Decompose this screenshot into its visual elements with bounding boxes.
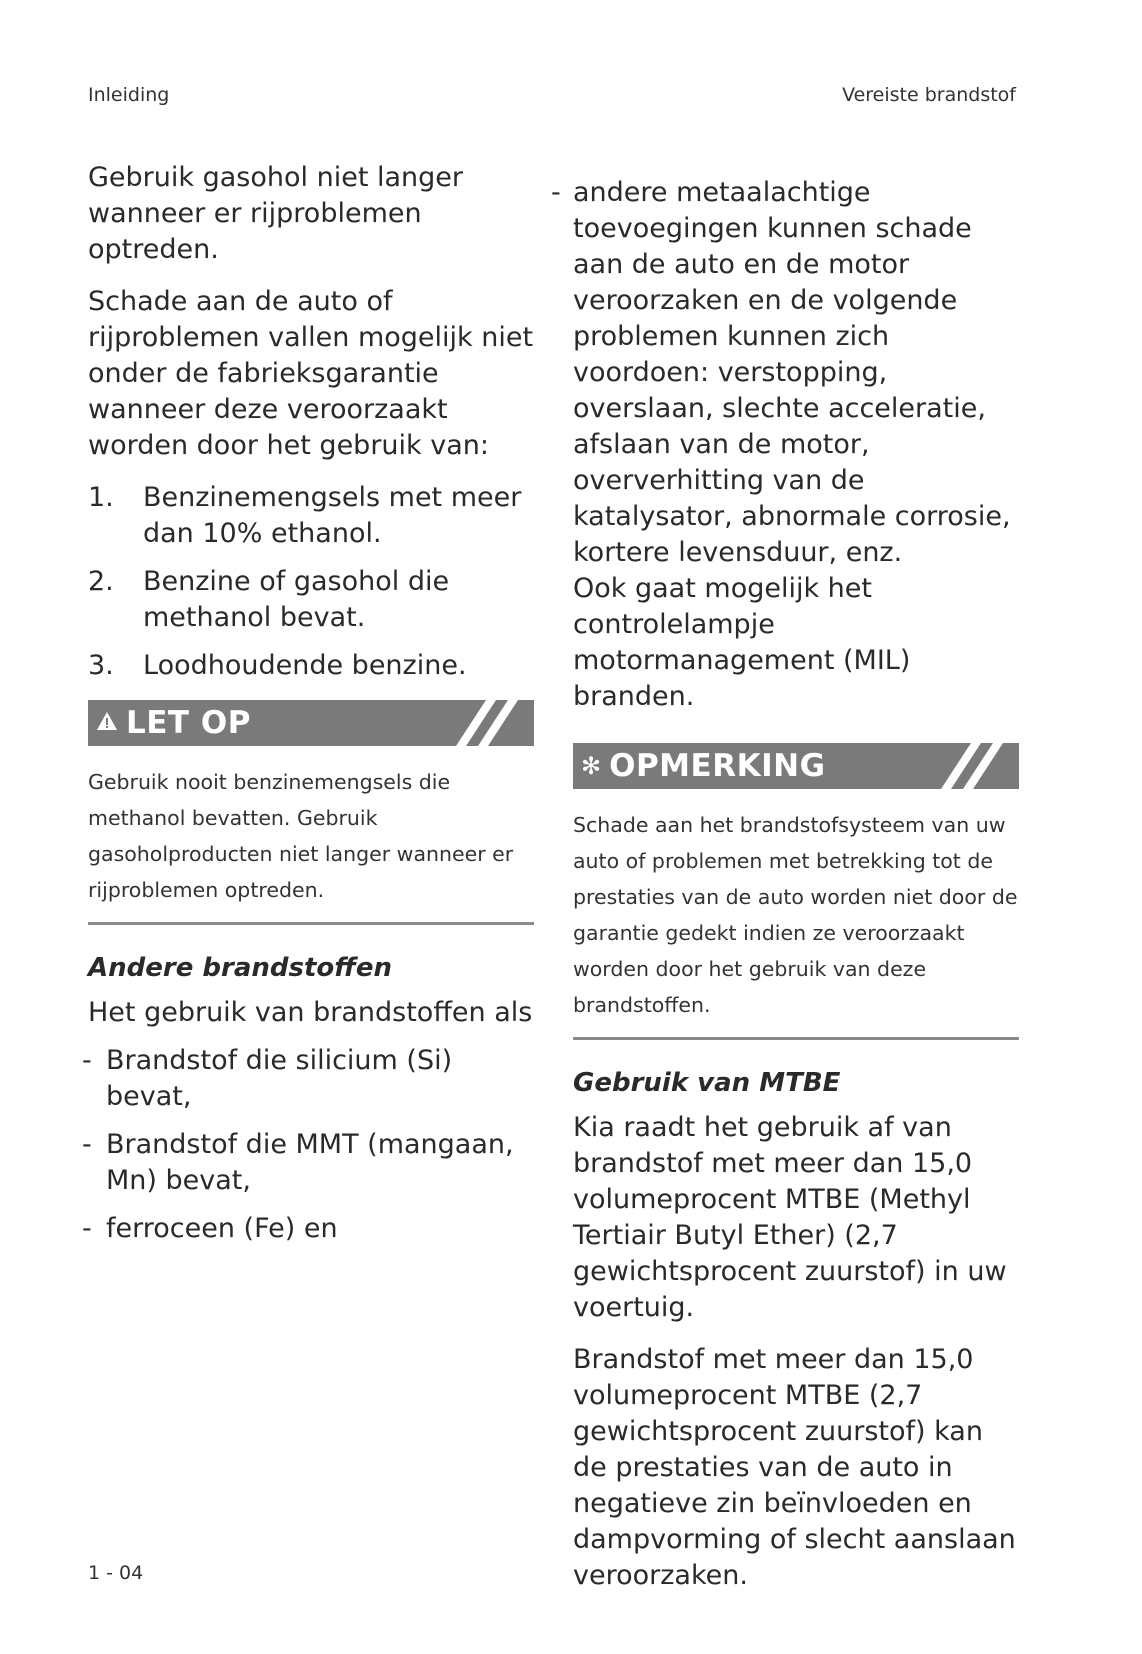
paragraph-gasohol: Gebruik gasohol niet langer wanneer er rijproblemen optreden.	[88, 162, 463, 265]
divider	[573, 1037, 1019, 1040]
banner-stripes	[456, 700, 526, 746]
dash-list-continued	[551, 175, 1019, 571]
list-item: - Brandstof die silicium (Si) bevat,	[82, 1045, 453, 1112]
left-column	[82, 160, 534, 1259]
dash-list	[82, 1043, 534, 1247]
warning-triangle-icon	[96, 709, 118, 737]
page-number: 1 - 04	[88, 1562, 144, 1584]
caution-title: LET OP	[126, 705, 251, 741]
caution-text: Gebruik nooit benzinemengsels die methanol bevatten. Gebruik gasoholproducten niet langer wanneer er rijproblemen optreden.	[88, 770, 514, 902]
list-item: 3. Loodhoudende benzine.	[88, 650, 467, 681]
list-item: 1. Benzinemengsels met meer dan 10% ethanol.	[88, 482, 522, 549]
numbered-list	[88, 480, 534, 684]
running-header-topic: Vereiste brandstof	[842, 84, 1016, 106]
paragraph-mtbe-1: Kia raadt het gebruik af van brandstof met meer dan 15,0 volumeprocent MTBE (Methyl Tertiair Butyl Ether) (2,7 gewichtsprocent zuurstof) in uw voertuig.	[573, 1112, 1007, 1323]
section-title-mtbe: Gebruik van MTBE	[573, 1068, 841, 1098]
banner-stripes	[941, 743, 1011, 789]
list-item: - andere metaalachtige toevoegingen kunnen schade aan de auto en de motor veroorzaken en de volgende problemen kunnen zich voordoen: verstopping, overslaan, slechte acceleratie, afslaan van de motor, oververhitting van de katalysator, abnormale corrosie, kortere levensduur, enz.	[551, 177, 1011, 568]
section-title-other-fuels: Andere brandstoffen	[88, 953, 393, 983]
note-title: OPMERKING	[609, 748, 826, 784]
list-item: - ferroceen (Fe) en	[82, 1213, 338, 1244]
list-item: 2. Benzine of gasohol die methanol bevat.	[88, 566, 450, 633]
caution-banner	[88, 700, 534, 746]
note-banner	[573, 743, 1019, 789]
section-intro: Het gebruik van brandstoffen als	[88, 997, 533, 1028]
paragraph-mtbe-2: Brandstof met meer dan 15,0 volumeprocent MTBE (2,7 gewichtsprocent zuurstof) kan de prestaties van de auto in negatieve zin beïnvloeden en dampvorming of slecht aanslaan veroorzaken.	[573, 1344, 1016, 1591]
note-text: Schade aan het brandstofsysteem van uw auto of problemen met betrekking tot de prestaties van de auto worden niet door de garantie gedekt indien ze veroorzaakt worden door het gebruik van deze brandstoffen.	[573, 813, 1018, 1017]
divider	[88, 922, 534, 925]
list-item: - Brandstof die MMT (mangaan, Mn) bevat,	[82, 1129, 514, 1196]
right-column	[551, 175, 1019, 1610]
paragraph-warranty: Schade aan de auto of rijproblemen vallen mogelijk niet onder de fabrieksgarantie wanneer deze veroorzaakt worden door het gebruik van:	[88, 286, 534, 461]
asterisk-icon: ✻	[581, 752, 602, 780]
paragraph-mil: Ook gaat mogelijk het controlelampje motormanagement (MIL) branden.	[573, 573, 911, 712]
running-header-section: Inleiding	[88, 84, 170, 106]
